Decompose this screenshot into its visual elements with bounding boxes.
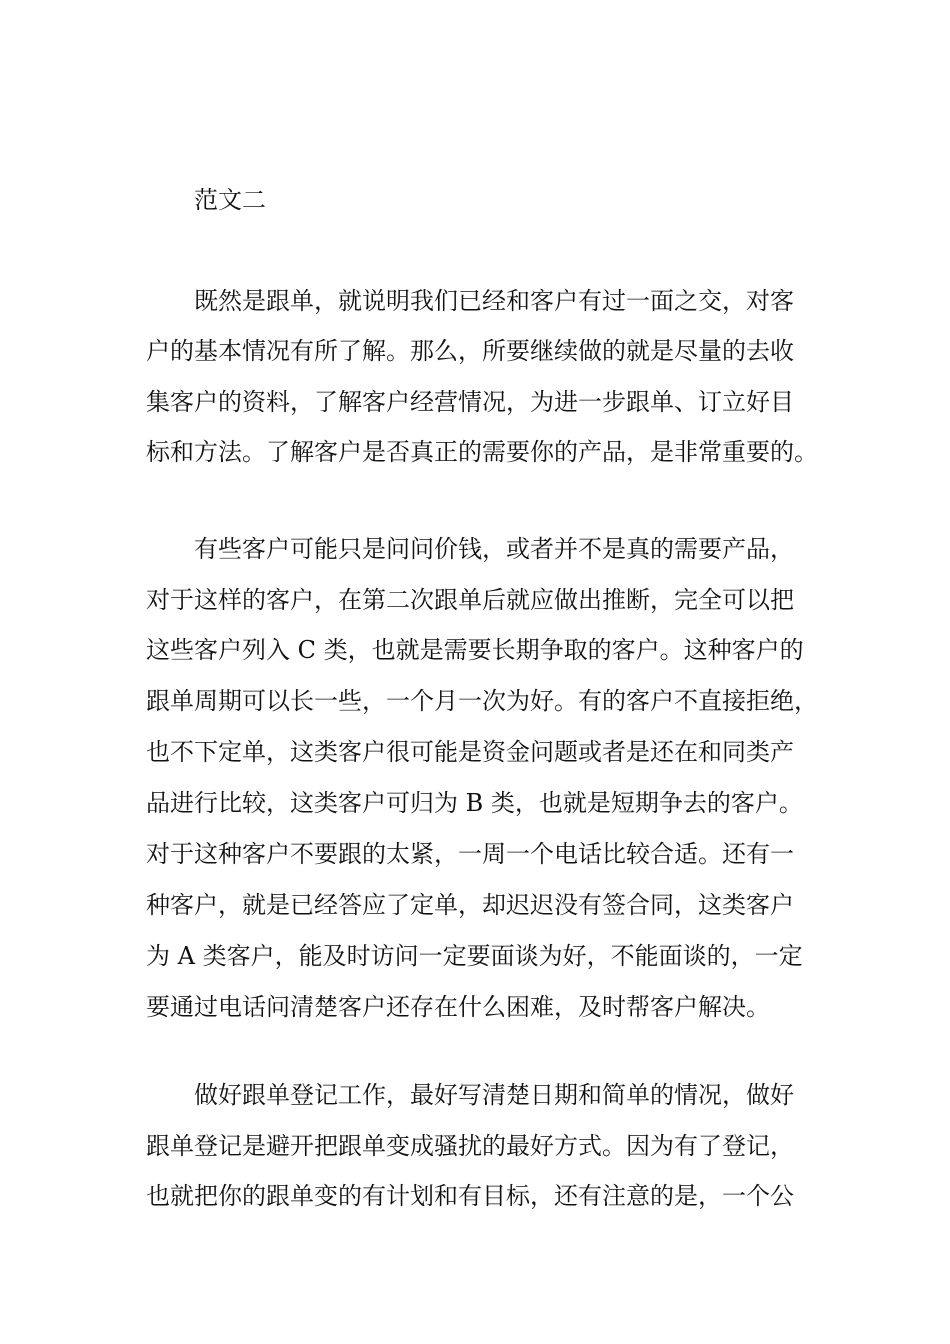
paragraph-2-line-7: 对于这种客户不要跟的太紧，一周一个电话比较合适。还有一 [146,840,794,868]
paragraph-1-line-4: 标和方法。了解客户是否真正的需要你的产品，是非常重要的。 [146,438,818,466]
paragraph-1-line-2: 户的基本情况有所了解。那么，所要继续做的就是尽量的去收 [146,337,794,365]
document-heading: 范文二 [194,186,266,214]
paragraph-2-line-9: 为 A 类客户，能及时访问一定要面谈为好，不能面谈的，一定 [146,942,803,970]
paragraph-2-line-8: 种客户，就是已经答应了定单，却迟迟没有签合同，这类客户 [146,891,794,919]
paragraph-2-line-10: 要通过电话问清楚客户还存在什么困难，及时帮客户解决。 [146,993,770,1021]
paragraph-1-line-3: 集客户的资料，了解客户经营情况，为进一步跟单、订立好目 [146,388,794,416]
paragraph-1-line-1: 既然是跟单，就说明我们已经和客户有过一面之交，对客 [194,287,794,315]
paragraph-2-line-3: 这些客户列入 C 类，也就是需要长期争取的客户。这种客户的 [146,636,804,664]
paragraph-2-line-6: 品进行比较，这类客户可归为 B 类，也就是短期争去的客户。 [146,789,803,817]
paragraph-3-line-1: 做好跟单登记工作，最好写清楚日期和简单的情况，做好 [194,1081,794,1109]
paragraph-2-line-2: 对于这样的客户，在第二次跟单后就应做出推断，完全可以把 [146,586,794,614]
paragraph-2-line-1: 有些客户可能只是问问价钱，或者并不是真的需要产品， [194,535,794,563]
paragraph-3-line-3: 也就把你的跟单变的有计划和有目标，还有注意的是，一个公 [146,1182,794,1210]
paragraph-2-line-4: 跟单周期可以长一些，一个月一次为好。有的客户不直接拒绝， [146,687,818,715]
paragraph-2-line-5: 也不下定单，这类客户很可能是资金问题或者是还在和同类产 [146,738,794,766]
paragraph-3-line-2: 跟单登记是避开把跟单变成骚扰的最好方式。因为有了登记， [146,1132,794,1160]
